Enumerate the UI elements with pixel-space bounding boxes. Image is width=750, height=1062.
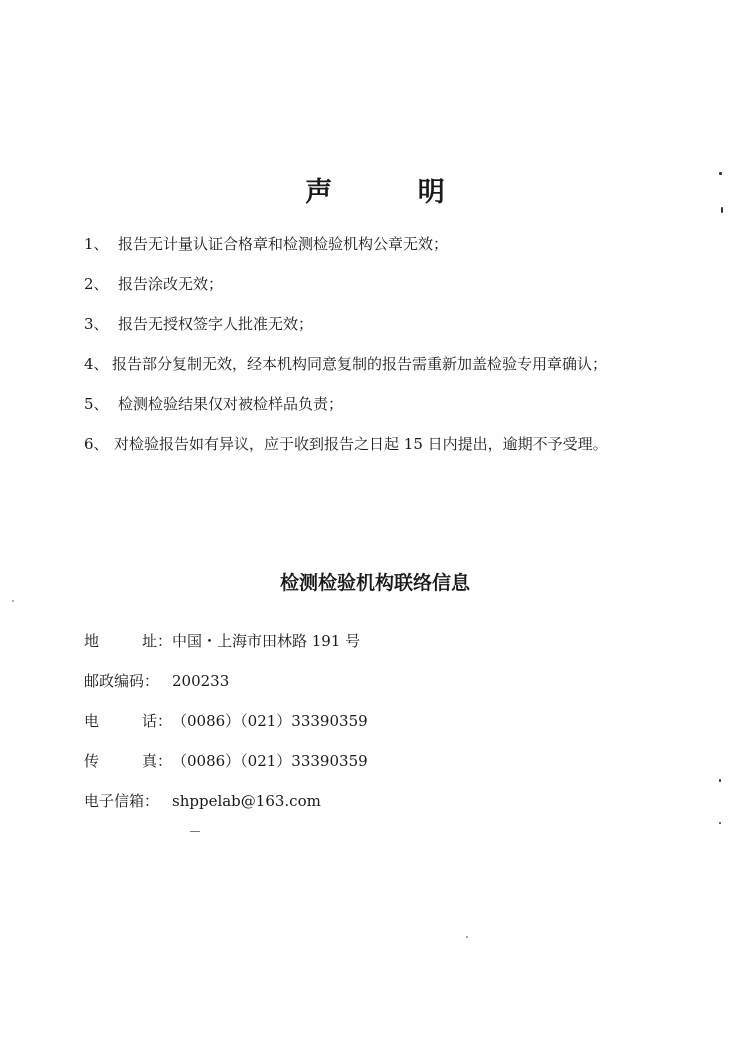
- address-label-char: 址：: [141, 632, 172, 650]
- list-item-number: 6、: [84, 435, 109, 453]
- postcode-row: [84, 670, 684, 710]
- address-label-char: 地: [84, 632, 100, 650]
- phone-label: [84, 710, 172, 750]
- scan-speck: [719, 779, 721, 782]
- list-item-number: 2、: [84, 275, 109, 293]
- fax-row: [84, 750, 684, 790]
- fax-label: [84, 750, 172, 790]
- contact-heading: 检测检验机构联络信息: [279, 572, 470, 594]
- list-item: [84, 434, 694, 474]
- list-item: [84, 234, 694, 274]
- phone-label-char: 电: [84, 712, 100, 730]
- scan-speck: [721, 207, 723, 213]
- scan-speck: [719, 172, 722, 175]
- phone-value: （0086）（021）33390359: [172, 712, 368, 730]
- list-item-text: 报告部分复制无效，经本机构同意复制的报告需重新加盖检验专用章确认；: [112, 355, 608, 373]
- scan-speck: [466, 936, 468, 938]
- declaration-list: [84, 234, 694, 474]
- fax-label-char: 传: [84, 752, 100, 770]
- list-item-text: 报告无计量认证合格章和检测检验机构公章无效；: [118, 235, 449, 253]
- list-item-number: 5、: [84, 395, 109, 413]
- list-item-number: 1、: [84, 235, 109, 253]
- list-item: [84, 314, 694, 354]
- list-item: [84, 354, 694, 394]
- email-value: shppelab@163.com: [172, 792, 321, 810]
- list-item-text: 报告无授权签字人批准无效；: [118, 315, 314, 333]
- scan-speck: [12, 600, 14, 602]
- list-item-number: 3、: [84, 315, 109, 333]
- scan-speck: [719, 822, 721, 824]
- postcode-label: 邮政编码：: [84, 672, 160, 690]
- address-label: [84, 630, 172, 670]
- contact-info: [84, 630, 684, 830]
- list-item-text: 报告涂改无效；: [118, 275, 224, 293]
- email-label: 电子信箱：: [84, 792, 160, 810]
- phone-row: [84, 710, 684, 750]
- list-item-number: 4、: [84, 355, 109, 373]
- list-item: [84, 274, 694, 314]
- postcode-value: 200233: [172, 672, 230, 690]
- list-item-text: 对检验报告如有异议，应于收到报告之日起 15 日内提出，逾期不予受理。: [114, 435, 608, 453]
- fax-value: （0086）（021）33390359: [172, 752, 368, 770]
- phone-label-char: 话：: [141, 712, 172, 730]
- list-item: [84, 394, 694, 434]
- address-value: 中国・上海市田林路 191 号: [172, 632, 361, 650]
- list-item-text: 检测检验结果仅对被检样品负责；: [118, 395, 344, 413]
- email-row: [84, 790, 684, 830]
- address-row: [84, 630, 684, 670]
- page-title: 声 明: [305, 177, 483, 208]
- scan-speck: [190, 831, 200, 832]
- fax-label-char: 真：: [141, 752, 172, 770]
